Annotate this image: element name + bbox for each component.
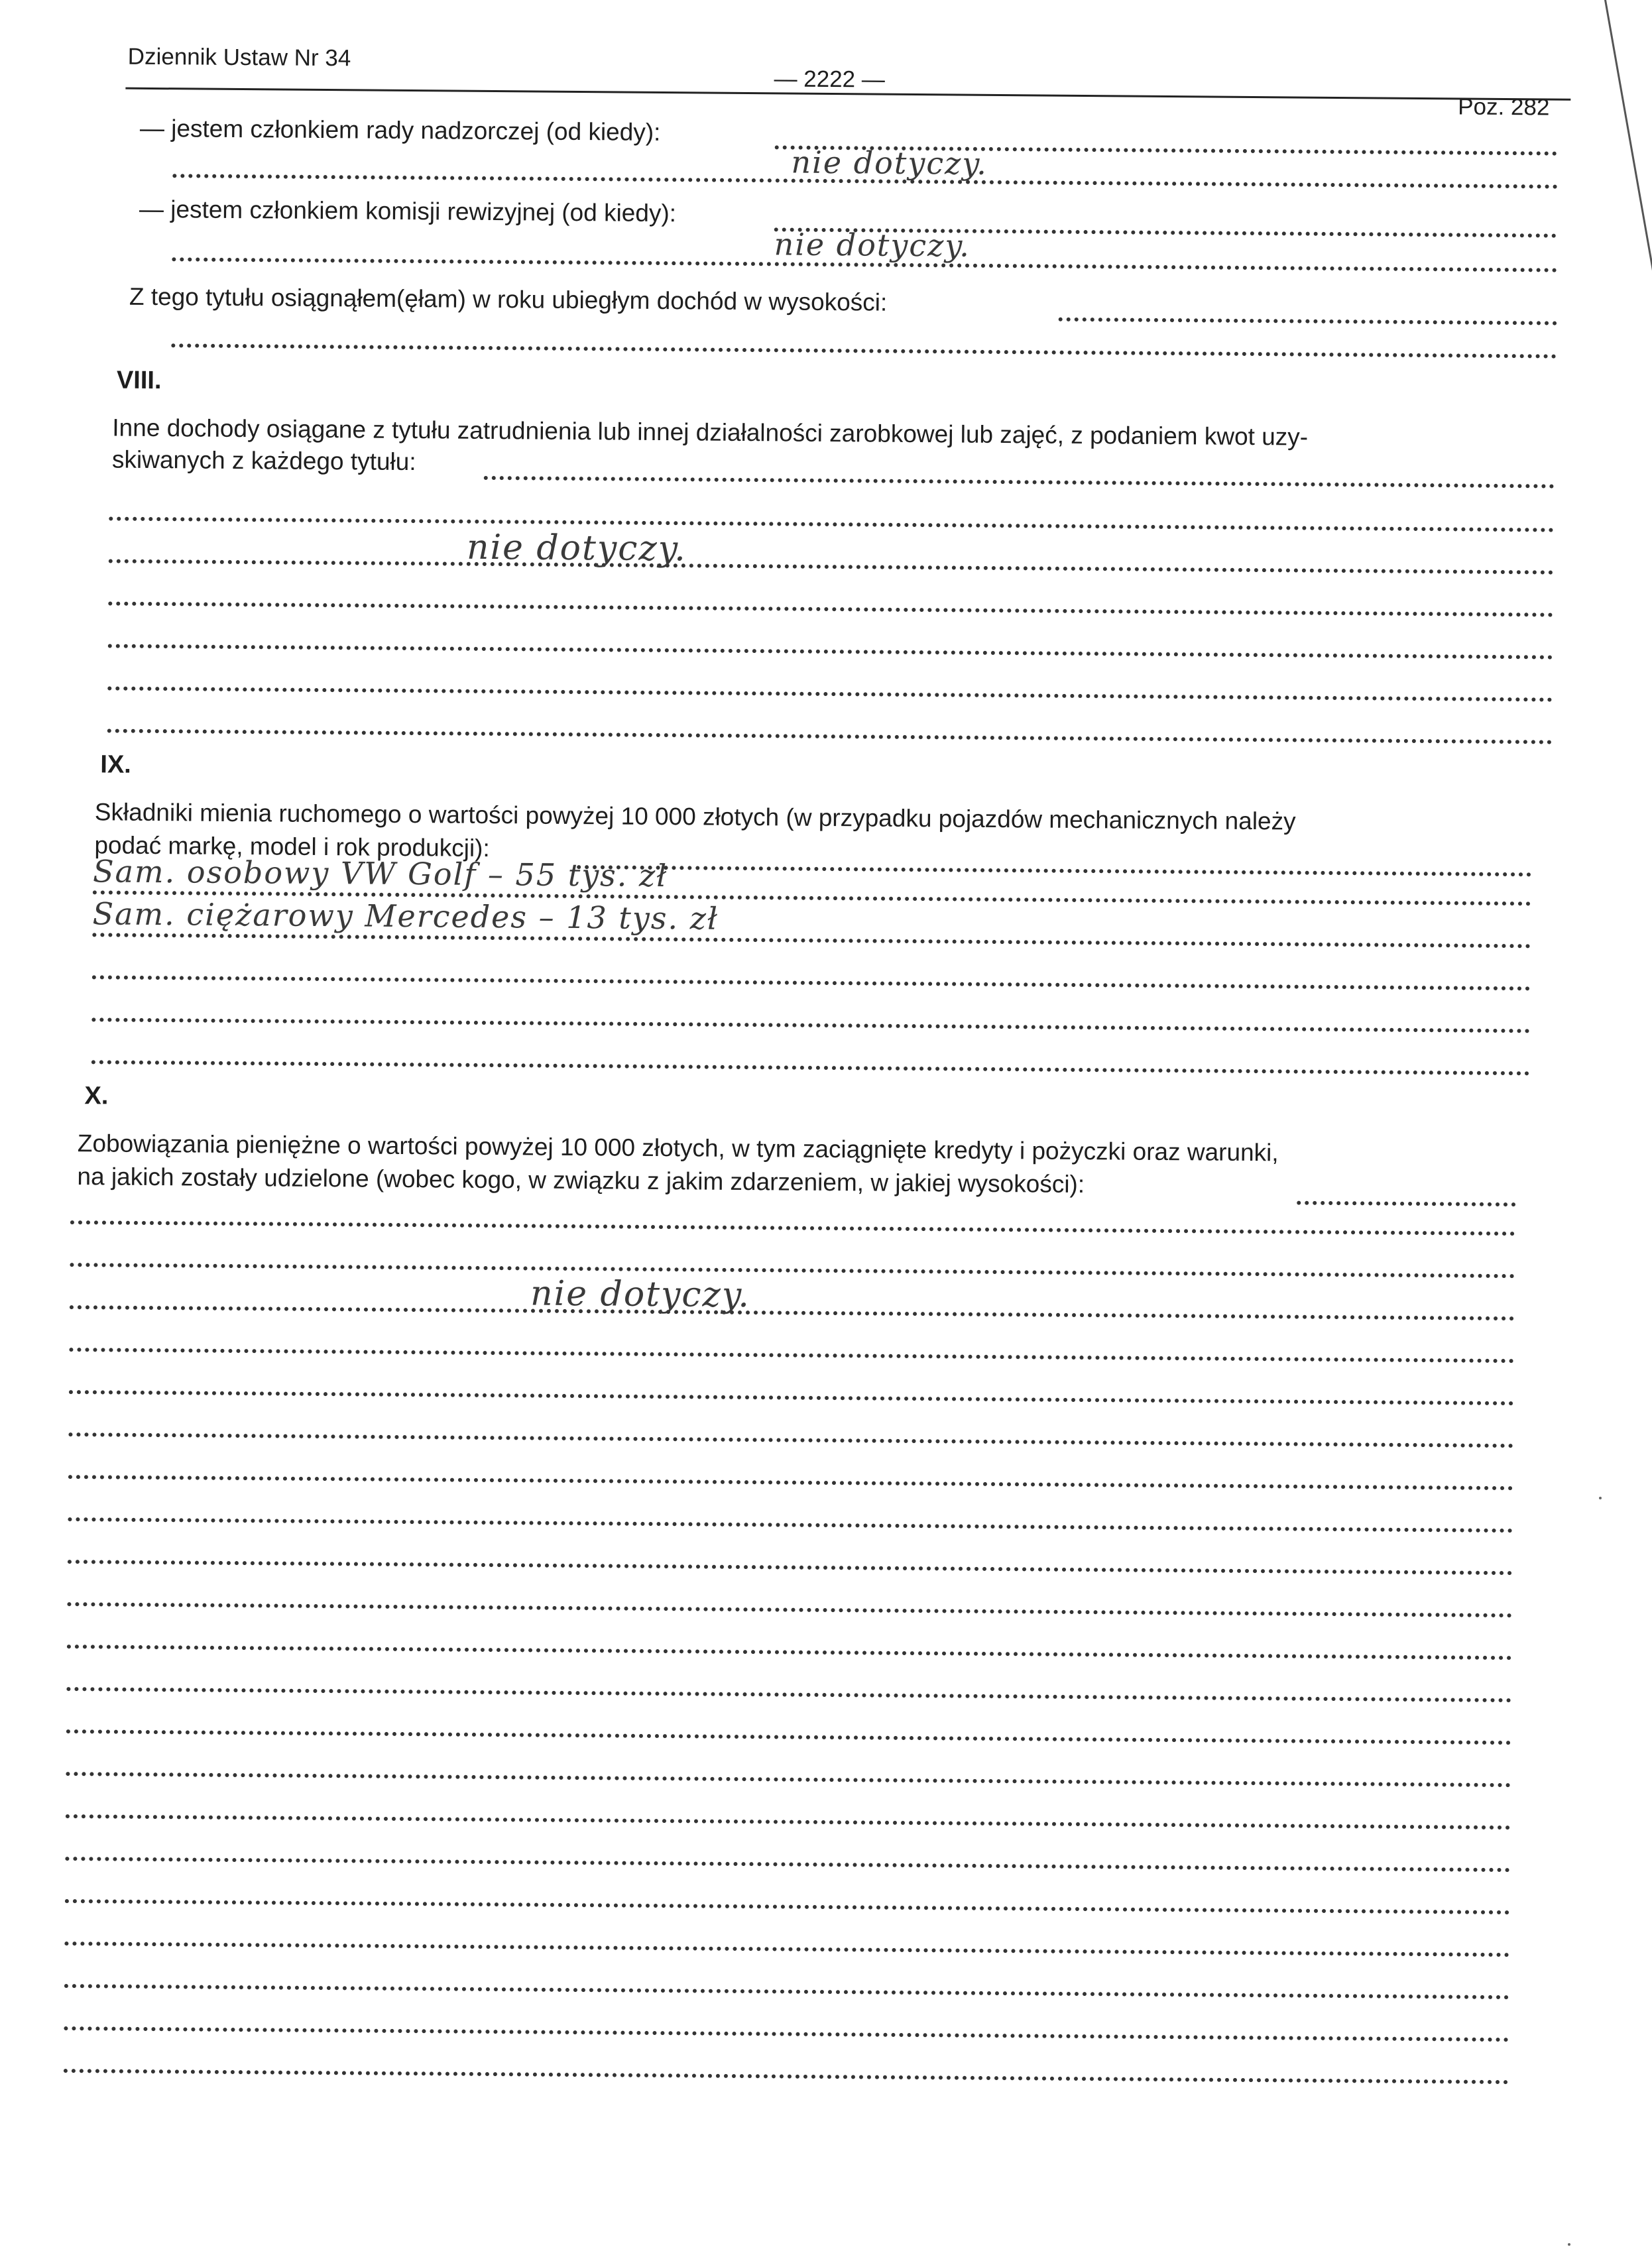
answer-line [91,1017,1530,1033]
answer-line [108,601,1553,616]
answer-line [64,2026,1509,2042]
scan-speck [1599,1497,1602,1499]
answer-line [64,2069,1509,2084]
answer-line [70,1305,1515,1320]
answer-line [68,1475,1513,1490]
answer-line [484,476,1555,489]
answer-line [69,1390,1514,1405]
answer-line [1059,318,1557,325]
section-ix-text: podać markę, model i rok produkcji): [94,831,490,862]
answer-line [70,1263,1515,1278]
answer-line [109,516,1554,532]
answer-line [64,1984,1509,1999]
answer-line [66,1772,1511,1787]
answer-line [107,728,1553,744]
page-number: — 2222 — [774,66,885,93]
section-viii-number: VIII. [116,366,162,395]
answer-line [66,1814,1511,1829]
answer-line [107,686,1553,701]
handwritten-answer: nie dotyczy. [466,527,687,569]
answer-line [64,1942,1509,1957]
answer-line [68,1560,1513,1575]
handwritten-entry: Sam. osobowy VW Golf – 55 tys. zł [92,853,668,894]
scan-speck [1568,2243,1570,2246]
answer-line [171,343,1557,358]
answer-line [66,1729,1511,1745]
answer-line [65,1857,1510,1872]
answer-line [92,975,1531,990]
answer-line [577,865,1531,876]
answer-line [108,644,1553,659]
handwritten-answer: nie dotyczy. [530,1273,751,1316]
section-viii-text: skiwanych z każdego tytułu: [111,445,416,476]
income-label: Z tego tytułu osiągnąłem(ęłam) w roku ubiegłym dochód w wysokości: [129,282,888,316]
answer-line [65,1899,1510,1914]
answer-line [66,1687,1511,1702]
answer-line [68,1432,1513,1448]
audit-committee-label: — jestem członkiem komisji rewizyjnej (od kiedy): [139,195,677,227]
section-x-text: na jakich zostały udzielone (wobec kogo, w związku z jakim zdarzeniem, w jakiej wysokości): [77,1163,1085,1198]
position-number: Poz. 282 [1458,93,1550,121]
section-ix-text: Składniki mienia ruchomego o wartości powyżej 10 000 złotych (w przypadku pojazdów mechanicznych należy [94,798,1296,835]
answer-line [67,1645,1512,1660]
section-x-number: X. [84,1082,109,1110]
answer-line [68,1517,1513,1533]
answer-line [91,1060,1530,1075]
supervisory-board-label: — jestem członkiem rady nadzorczej (od kiedy): [139,114,661,146]
journal-title: Dziennik Ustaw Nr 34 [127,43,351,72]
answer-line [1297,1201,1515,1207]
answer-line [67,1602,1512,1617]
answer-line [69,1348,1514,1363]
handwritten-entry: Sam. ciężarowy Mercedes – 13 tys. zł [92,896,719,937]
section-ix-number: IX. [100,750,132,779]
answer-line [92,933,1531,948]
section-x-text: Zobowiązania pieniężne o wartości powyżej 10 000 złotych, w tym zaciągnięte kredyty i pożyczki oraz warunki, [77,1130,1279,1167]
section-viii-text: Inne dochody osiągane z tytułu zatrudnienia lub innej działalności zarobkowej lub zajęć, z podaniem kwot uzy- [112,414,1309,451]
answer-line [70,1220,1515,1236]
handwritten-answer: nie dotyczy. [791,144,988,182]
answer-line [109,559,1554,574]
handwritten-answer: nie dotyczy. [774,226,971,264]
